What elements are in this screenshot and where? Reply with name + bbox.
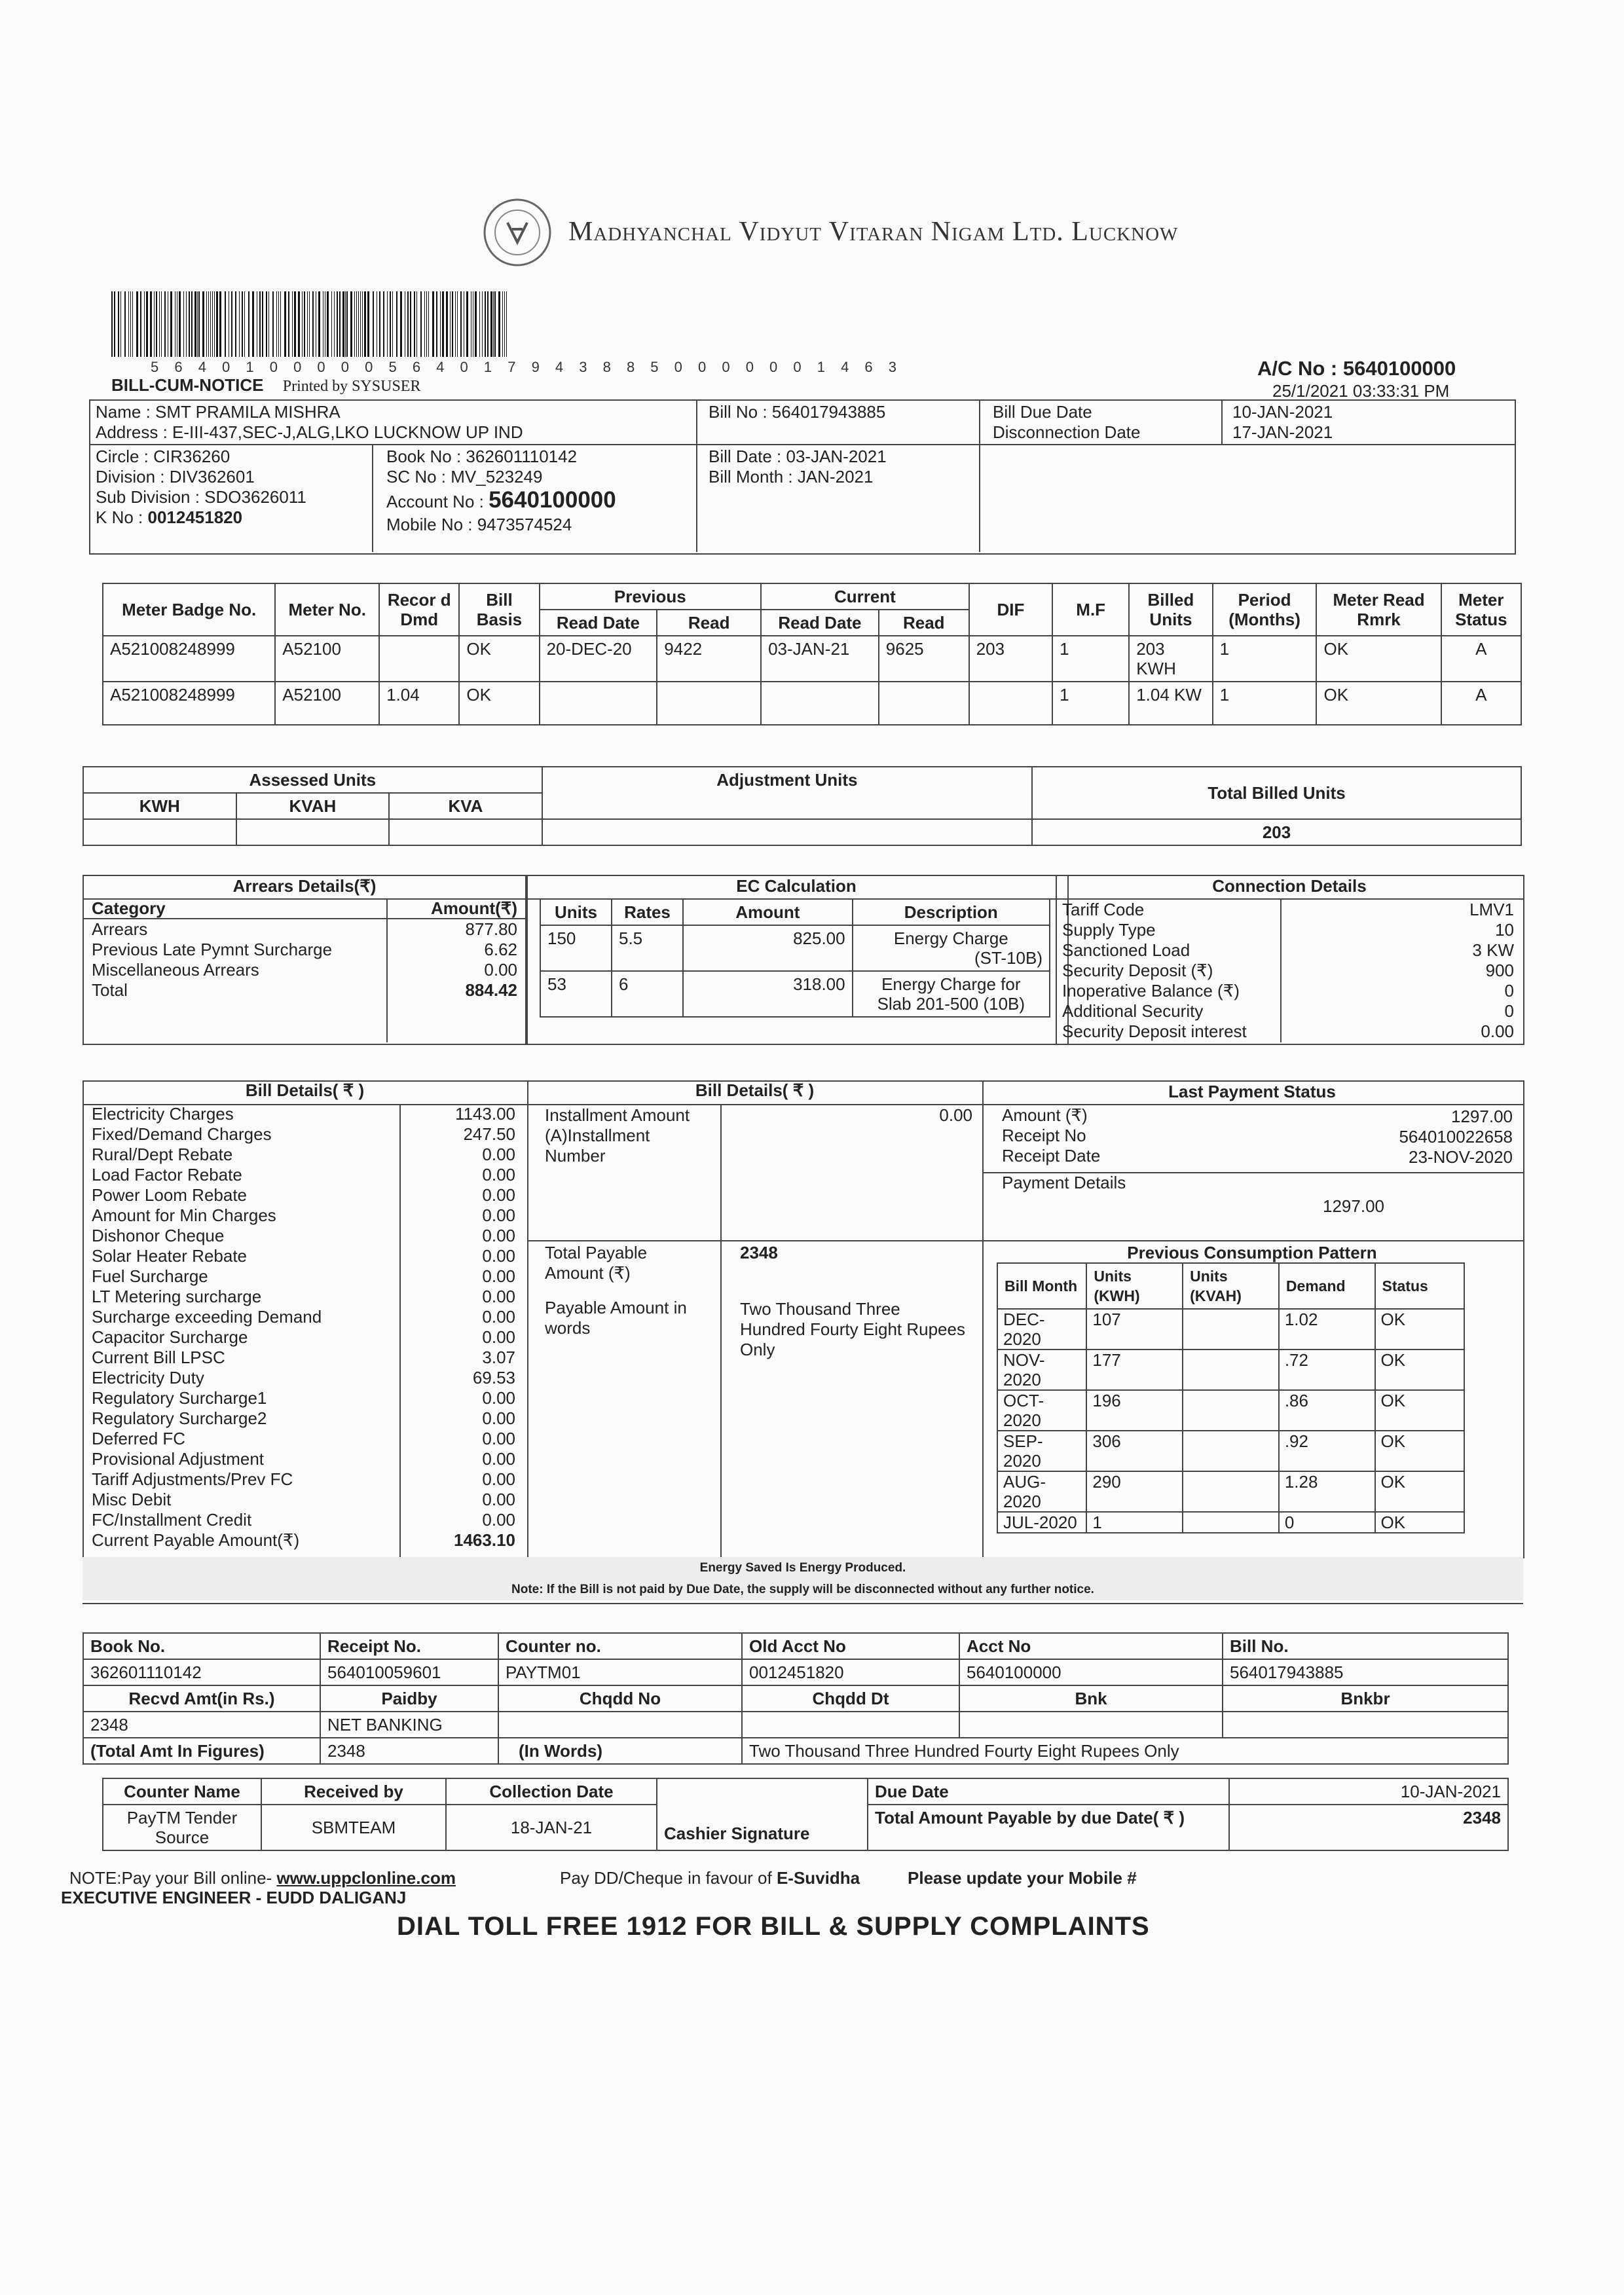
bill-details-title: Bill Details( ₹ ): [245, 1080, 365, 1100]
bill-detail-label: Misc Debit: [92, 1490, 172, 1509]
online-note: NOTE:Pay your Bill online- www.uppclonline.com: [69, 1868, 456, 1888]
connection-label: Security Deposit (₹): [1062, 961, 1213, 980]
consumption-title: Previous Consumption Pattern: [1127, 1243, 1377, 1262]
bill-detail-value: 0.00: [482, 1327, 515, 1347]
total-payable-counter: 2348: [1229, 1805, 1508, 1850]
consumer-name: Name : SMT PRAMILA MISHRA: [96, 402, 341, 422]
ec-table: [540, 898, 1050, 1018]
bill-detail-value: 247.50: [463, 1124, 515, 1144]
barcode: [111, 291, 858, 363]
bill-details2-title: Bill Details( ₹ ): [695, 1080, 815, 1100]
counter-header: Received by: [261, 1778, 446, 1805]
bill-detail-value: 0.00: [482, 1185, 515, 1205]
bill-detail-label: Power Loom Rebate: [92, 1185, 248, 1205]
payable-words: Two Thousand Three: [740, 1299, 900, 1319]
arrears-label: Miscellaneous Arrears: [92, 960, 259, 980]
bill-detail-label: Solar Heater Rebate: [92, 1246, 248, 1266]
consumption-row: DEC-2020 107 1.02 OK: [997, 1309, 1464, 1349]
arrears-label: Arrears: [92, 919, 148, 939]
bill-detail-label: Regulatory Surcharge2: [92, 1408, 267, 1428]
company-logo: [481, 196, 553, 268]
payment-details-label: Payment Details: [1002, 1173, 1126, 1192]
bill-detail-value: 0.00: [482, 1408, 515, 1428]
meter-header: Meter Read Rmrk: [1316, 583, 1441, 636]
bill-detail-label: Capacitor Surcharge: [92, 1327, 248, 1347]
ec-header: Amount: [683, 899, 853, 925]
last-receipt-no: 564010022658: [1399, 1127, 1513, 1147]
bill-detail-value: 0.00: [482, 1226, 515, 1245]
sc-no: SC No : MV_523249: [386, 467, 543, 487]
meter-header: Recor d Dmd: [379, 583, 459, 636]
due-date-label-counter: Due Date: [868, 1778, 1229, 1805]
bill-detail-label: Amount for Min Charges: [92, 1205, 276, 1225]
meter-subheader: Read: [879, 610, 969, 636]
bill-detail-label: Dishonor Cheque: [92, 1226, 225, 1245]
bill-detail-value: 0.00: [482, 1469, 515, 1489]
connection-title: Connection Details: [1212, 876, 1367, 896]
meter-header: Bill Basis: [459, 583, 539, 636]
payment-details-value: 1297.00: [1323, 1196, 1384, 1216]
arrears-value: 0.00: [484, 960, 517, 980]
bill-detail-value: 0.00: [482, 1145, 515, 1164]
ec-row: 150 5.5 825.00 Energy Charge (ST-10B): [540, 925, 1050, 971]
last-payment-amount: 1297.00: [1451, 1107, 1513, 1126]
meter-row: A521008248999 A52100 1.04 OK 1 1.04 KW 1 OK A: [103, 682, 1521, 725]
arrears-category-col: Category: [92, 898, 166, 918]
kva-col: KVA: [389, 793, 542, 819]
ec-header: Units: [540, 899, 612, 925]
counter-header: Counter Name: [103, 1778, 261, 1805]
receipt-table: Book No. Receipt No. Counter no. Old Acct No Acct No Bill No. 362601110142 564010059601 PAYTM01 0012451820 5640100000 564017943885 Recvd Amt(in Rs.) Paidby Chqdd No Chqdd Dt Bnk Bnkbr 2348 NET BANKING (Total Amt In Figures) 2348 (In Words) Two Thousand Three Hundred Fourty Eight Rupees Only: [83, 1632, 1509, 1765]
cashier-signature: Cashier Signature: [657, 1778, 868, 1850]
connection-label: Sanctioned Load: [1062, 940, 1190, 960]
sub-division: Sub Division : SDO3626011: [96, 487, 306, 507]
connection-label: Additional Security: [1062, 1001, 1204, 1021]
connection-value: LMV1: [1469, 900, 1514, 919]
consumption-row: AUG-2020 290 1.28 OK: [997, 1471, 1464, 1512]
bill-detail-label: FC/Installment Credit: [92, 1510, 252, 1530]
arrears-value: 877.80: [465, 919, 517, 939]
arrears-value: 6.62: [484, 940, 517, 959]
total-figures: 2348: [320, 1738, 498, 1764]
payable-words: Only: [740, 1340, 775, 1359]
toll-free-note: DIAL TOLL FREE 1912 FOR BILL & SUPPLY COMPLAINTS: [397, 1912, 1150, 1941]
total-figures-label: (Total Amt In Figures): [83, 1738, 320, 1764]
arrears-value: 884.42: [465, 980, 517, 1000]
due-date-label: Bill Due Date: [993, 402, 1092, 422]
bill-detail-value: 3.07: [482, 1348, 515, 1367]
arrears-title: Arrears Details(₹): [232, 876, 377, 896]
connection-label: Tariff Code: [1062, 900, 1145, 919]
bill-detail-label: Load Factor Rebate: [92, 1165, 242, 1184]
update-mobile-note: Please update your Mobile #: [908, 1868, 1137, 1888]
payable-words: Hundred Fourty Eight Rupees: [740, 1319, 965, 1339]
consumption-header: Status: [1375, 1263, 1464, 1309]
total-payable-label: Total Payable: [545, 1243, 648, 1262]
disconnect-note: Note: If the Bill is not paid by Due Date, the supply will be disconnected without any further notice.: [511, 1583, 1094, 1596]
last-payment-amount-label: Amount (₹): [1002, 1105, 1088, 1125]
meter-subheader: Read Date: [540, 610, 657, 636]
connection-value: 900: [1485, 961, 1514, 980]
installment-label: Number: [545, 1146, 606, 1166]
mobile-no: Mobile No : 9473574524: [386, 515, 572, 534]
receipt-date-label: Receipt Date: [1002, 1146, 1101, 1166]
bill-detail-value: 0.00: [482, 1165, 515, 1184]
counter-header: Collection Date: [446, 1778, 657, 1805]
receipt-no-label: Receipt No: [1002, 1126, 1086, 1145]
connection-value: 10: [1495, 920, 1514, 940]
website-link[interactable]: www.uppclonline.com: [276, 1868, 456, 1888]
bill-detail-label: Fuel Surcharge: [92, 1266, 208, 1286]
installment-label: Installment Amount: [545, 1105, 690, 1125]
meter-header: Meter No.: [275, 583, 379, 636]
bill-detail-label: Electricity Duty: [92, 1368, 204, 1387]
bill-detail-value: 1143.00: [454, 1104, 515, 1124]
meter-row: A521008248999 A52100 OK 20-DEC-20 9422 03-JAN-21 9625 203 1 203 KWH 1 OK A: [103, 636, 1521, 682]
last-receipt-date: 23-NOV-2020: [1409, 1147, 1513, 1167]
total-payable-label: Amount (₹): [545, 1263, 631, 1283]
consumption-table: [997, 1262, 1465, 1533]
connection-value: 0.00: [1481, 1021, 1514, 1041]
total-billed-units-label: Total Billed Units: [1032, 767, 1521, 819]
bill-detail-value: 0.00: [482, 1246, 515, 1266]
consumption-header: Demand: [1279, 1263, 1375, 1309]
bill-date: Bill Date : 03-JAN-2021: [709, 447, 887, 466]
meter-header: Meter Badge No.: [103, 583, 275, 636]
installment-label: (A)Installment: [545, 1126, 650, 1145]
assessed-units-label: Assessed Units: [83, 767, 542, 793]
division: Division : DIV362601: [96, 467, 255, 487]
bill-detail-label: Tariff Adjustments/Prev FC: [92, 1469, 293, 1489]
arrears-label: Previous Late Pymnt Surcharge: [92, 940, 333, 959]
words-label: Payable Amount in: [545, 1298, 687, 1317]
consumption-row: OCT-2020 196 .86 OK: [997, 1390, 1464, 1431]
connection-value: 3 KW: [1472, 940, 1514, 960]
ec-title: EC Calculation: [736, 876, 857, 896]
in-words-label: (In Words): [498, 1738, 742, 1764]
print-datetime: 25/1/2021 03:33:31 PM: [1272, 381, 1450, 401]
connection-label: Security Deposit interest: [1062, 1021, 1247, 1041]
bill-detail-value: 0.00: [482, 1510, 515, 1530]
in-words: Two Thousand Three Hundred Fourty Eight Rupees Only: [742, 1738, 1508, 1764]
disconnection-date-label: Disconnection Date: [993, 422, 1141, 442]
total-payable-label-counter: Total Amount Payable by due Date( ₹ ): [868, 1805, 1229, 1850]
bill-month: Bill Month : JAN-2021: [709, 467, 874, 487]
meter-header: Previous: [540, 583, 762, 610]
bill-detail-label: LT Metering surcharge: [92, 1287, 262, 1306]
printed-by: Printed by SYSUSER: [282, 378, 421, 395]
bill-detail-value: 69.53: [472, 1368, 515, 1387]
bill-detail-value: 0.00: [482, 1429, 515, 1448]
consumption-row: NOV-2020 177 .72 OK: [997, 1349, 1464, 1390]
consumption-header: Units (KWH): [1086, 1263, 1183, 1309]
total-payable-value: 2348: [740, 1243, 778, 1262]
ec-row: 53 6 318.00 Energy Charge for Slab 201-500 (10B): [540, 971, 1050, 1017]
installment-amount: 0.00: [939, 1105, 972, 1125]
ec-header: Description: [853, 899, 1050, 925]
ac-no: A/C No : 5640100000: [1257, 357, 1456, 380]
k-no: K No : 0012451820: [96, 507, 243, 527]
bill-detail-value: 0.00: [482, 1205, 515, 1225]
book-no: Book No : 362601110142: [386, 447, 578, 466]
due-date: 10-JAN-2021: [1232, 402, 1333, 422]
bill-detail-value: 0.00: [482, 1266, 515, 1286]
kwh-col: KWH: [83, 793, 236, 819]
last-payment-title: Last Payment Status: [1168, 1082, 1336, 1101]
bill-detail-label: Current Payable Amount(₹): [92, 1530, 300, 1550]
total-billed-units: 203: [1032, 819, 1521, 845]
bill-detail-label: Electricity Charges: [92, 1104, 234, 1124]
bill-type-label: BILL-CUM-NOTICE: [111, 375, 264, 395]
units-table: [83, 766, 1522, 846]
connection-label: Inoperative Balance (₹): [1062, 981, 1240, 1001]
connection-value: 0: [1504, 981, 1514, 1001]
counter-name: PayTM Tender Source: [103, 1805, 261, 1850]
bill-detail-value: 0.00: [482, 1490, 515, 1509]
account-no: Account No : 5640100000: [386, 487, 616, 513]
counter-table: [102, 1778, 1509, 1851]
bill-detail-label: Current Bill LPSC: [92, 1348, 225, 1367]
consumption-header: Bill Month: [997, 1263, 1086, 1309]
bill-detail-value: 0.00: [482, 1449, 515, 1469]
bill-detail-value: 0.00: [482, 1388, 515, 1408]
meter-header: DIF: [969, 583, 1052, 636]
bill-detail-value: 0.00: [482, 1307, 515, 1327]
executive-engineer: EXECUTIVE ENGINEER - EUDD DALIGANJ: [61, 1888, 407, 1907]
connection-label: Supply Type: [1062, 920, 1156, 940]
received-by: SBMTEAM: [261, 1805, 446, 1850]
arrears-amount-col: Amount(₹): [430, 898, 517, 918]
adjustment-units-label: Adjustment Units: [542, 767, 1032, 819]
barcode-digits: 5 6 4 0 1 0 0 0 0 0 5 6 4 0 1 7 9 4 3 8 8 5 0 0 0 0 0 0 1 4 6 3: [151, 359, 903, 375]
due-date-counter: 10-JAN-2021: [1229, 1778, 1508, 1805]
energy-saved-note: Energy Saved Is Energy Produced.: [699, 1561, 906, 1575]
bill-detail-label: Regulatory Surcharge1: [92, 1388, 267, 1408]
meter-header: M.F: [1052, 583, 1129, 636]
meter-header: Period (Months): [1213, 583, 1317, 636]
meter-header: Meter Status: [1441, 583, 1521, 636]
consumer-address: Address : E-III-437,SEC-J,ALG,LKO LUCKNOW UP IND: [96, 422, 523, 442]
connection-value: 0: [1504, 1001, 1514, 1021]
consumption-header: Units (KVAH): [1183, 1263, 1279, 1309]
disconnection-date: 17-JAN-2021: [1232, 422, 1333, 442]
meter-subheader: Read Date: [761, 610, 879, 636]
bill-detail-value: 0.00: [482, 1287, 515, 1306]
bill-type: [111, 375, 420, 395]
ec-header: Rates: [612, 899, 683, 925]
kvah-col: KVAH: [236, 793, 390, 819]
bill-detail-value: 1463.10: [454, 1530, 515, 1550]
bill-no: Bill No : 564017943885: [709, 402, 886, 422]
consumption-row: SEP-2020 306 .92 OK: [997, 1431, 1464, 1471]
collection-date: 18-JAN-21: [446, 1805, 657, 1850]
meter-header: Billed Units: [1129, 583, 1212, 636]
bill-detail-label: Deferred FC: [92, 1429, 186, 1448]
pay-dd-note: Pay DD/Cheque in favour of E-Suvidha: [560, 1868, 860, 1888]
consumption-row: JUL-2020 1 0 OK: [997, 1512, 1464, 1533]
meter-table: [102, 583, 1522, 725]
bill-detail-label: Rural/Dept Rebate: [92, 1145, 233, 1164]
circle: Circle : CIR36260: [96, 447, 231, 466]
bill-detail-label: Provisional Adjustment: [92, 1449, 265, 1469]
company-name: Madhyanchal Vidyut Vitaran Nigam Ltd. Lucknow: [568, 217, 1179, 247]
arrears-label: Total: [92, 980, 128, 1000]
words-label: words: [545, 1318, 591, 1338]
bill-detail-label: Fixed/Demand Charges: [92, 1124, 272, 1144]
meter-header: Current: [761, 583, 969, 610]
bill-detail-label: Surcharge exceeding Demand: [92, 1307, 322, 1327]
meter-subheader: Read: [657, 610, 761, 636]
